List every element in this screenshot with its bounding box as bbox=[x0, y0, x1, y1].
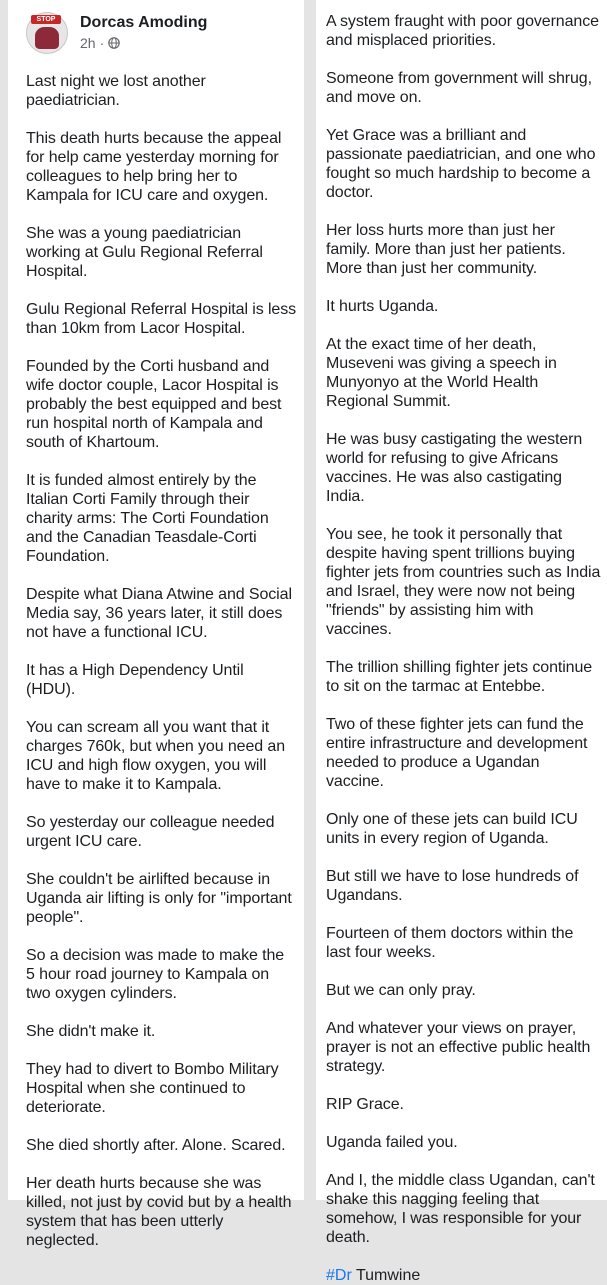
paragraph: Only one of these jets can build ICU units in every region of Uganda. bbox=[326, 811, 578, 847]
globe-icon[interactable] bbox=[108, 37, 120, 49]
paragraph: And whatever your views on prayer, prayer is not an effective public health strategy. bbox=[326, 1020, 591, 1075]
avatar[interactable] bbox=[26, 12, 68, 54]
paragraph: But still we have to lose hundreds of Ugandans. bbox=[326, 868, 579, 904]
paragraph: She died shortly after. Alone. Scared. bbox=[26, 1137, 286, 1154]
post-header bbox=[26, 10, 296, 72]
paragraph: It is funded almost entirely by the Italian Corti Family through their charity arms: The Corti Foundation and the Canadian Teasdale-Corti Foundation. bbox=[26, 472, 269, 565]
paragraph: But we can only pray. bbox=[326, 982, 476, 999]
paragraph: At the exact time of her death, Museveni was giving a speech in Munyonyo at the World Health Regional Summit. bbox=[326, 336, 557, 410]
post-column-left bbox=[8, 0, 304, 1249]
post-body-right bbox=[326, 12, 601, 1247]
paragraph: Gulu Regional Referral Hospital is less than 10km from Lacor Hospital. bbox=[26, 301, 296, 337]
hashtag-link[interactable]: #Dr bbox=[326, 1267, 352, 1284]
hashtag-text: Tumwine bbox=[351, 1267, 421, 1284]
paragraph: She was a young paediatrician working at Gulu Regional Referral Hospital. bbox=[26, 225, 263, 280]
paragraph: Her death hurts because she was killed, not just by covid but by a health system that has been utterly neglected. bbox=[26, 1175, 292, 1249]
paragraph: The trillion shilling fighter jets continue to sit on the tarmac at Entebbe. bbox=[326, 659, 593, 695]
paragraph: Last night we lost another paediatrician. bbox=[26, 73, 206, 109]
paragraph: It has a High Dependency Until (HDU). bbox=[26, 662, 244, 698]
paragraph: Someone from government will shrug, and move on. bbox=[326, 70, 592, 106]
paragraph: Uganda failed you. bbox=[326, 1134, 458, 1151]
paragraph: Despite what Diana Atwine and Social Media say, 36 years later, it still does not have a functional ICU. bbox=[26, 586, 292, 641]
paragraph: This death hurts because the appeal for help came yesterday morning for colleagues to help bring her to Kampala for ICU care and oxygen. bbox=[26, 130, 282, 204]
avatar-figure bbox=[35, 27, 59, 49]
paragraph: You see, he took it personally that despite having spent trillions buying fighter jets from countries such as India and Israel, they were now not being "friends" by assisting him with vaccines. bbox=[326, 526, 601, 638]
separator-dot: · bbox=[99, 35, 105, 51]
paragraph: It hurts Uganda. bbox=[326, 298, 439, 315]
avatar-badge: STOP bbox=[31, 15, 61, 24]
post-meta bbox=[80, 10, 207, 51]
paragraph: She couldn't be airlifted because in Uganda air lifting is only for "important people". bbox=[26, 871, 292, 926]
paragraph: A system fraught with poor governance and misplaced priorities. bbox=[326, 13, 599, 49]
paragraph: And I, the middle class Ugandan, can't shake this nagging feeling that somehow, I was responsible for your death. bbox=[326, 1172, 595, 1246]
paragraph: Yet Grace was a brilliant and passionate paediatrician, and one who fought so much hardship to become a doctor. bbox=[326, 127, 596, 201]
paragraph: Two of these fighter jets can fund the entire infrastructure and development needed to produce a Ugandan vaccine. bbox=[326, 716, 588, 790]
author-name[interactable]: Dorcas Amoding bbox=[80, 14, 208, 31]
paragraph: Founded by the Corti husband and wife doctor couple, Lacor Hospital is probably the best equipped and best run hospital north of Kampala and south of Khartoum. bbox=[26, 358, 282, 451]
paragraph: He was busy castigating the western world for refusing to give Africans vaccines. He was also castigating India. bbox=[326, 431, 583, 505]
paragraph: They had to divert to Bombo Military Hospital when she continued to deteriorate. bbox=[26, 1061, 279, 1116]
post-time[interactable]: 2h bbox=[80, 35, 96, 51]
post-body-left bbox=[26, 72, 296, 1250]
paragraph: So a decision was made to make the 5 hour road journey to Kampala on two oxygen cylinders. bbox=[26, 947, 285, 1002]
time-row bbox=[80, 35, 207, 51]
paragraph: RIP Grace. bbox=[326, 1096, 404, 1113]
paragraph: You can scream all you want that it charges 760k, but when you need an ICU and high flow oxygen, you will have to make it to Kampala. bbox=[26, 719, 286, 793]
post-column-right bbox=[316, 0, 607, 1284]
paragraph: She didn't make it. bbox=[26, 1023, 156, 1040]
paragraph: Fourteen of them doctors within the last four weeks. bbox=[326, 925, 574, 961]
paragraph: Her loss hurts more than just her family. More than just her patients. More than just her community. bbox=[326, 222, 566, 277]
paragraph: So yesterday our colleague needed urgent ICU care. bbox=[26, 814, 275, 850]
hashtag-line bbox=[326, 1266, 601, 1285]
